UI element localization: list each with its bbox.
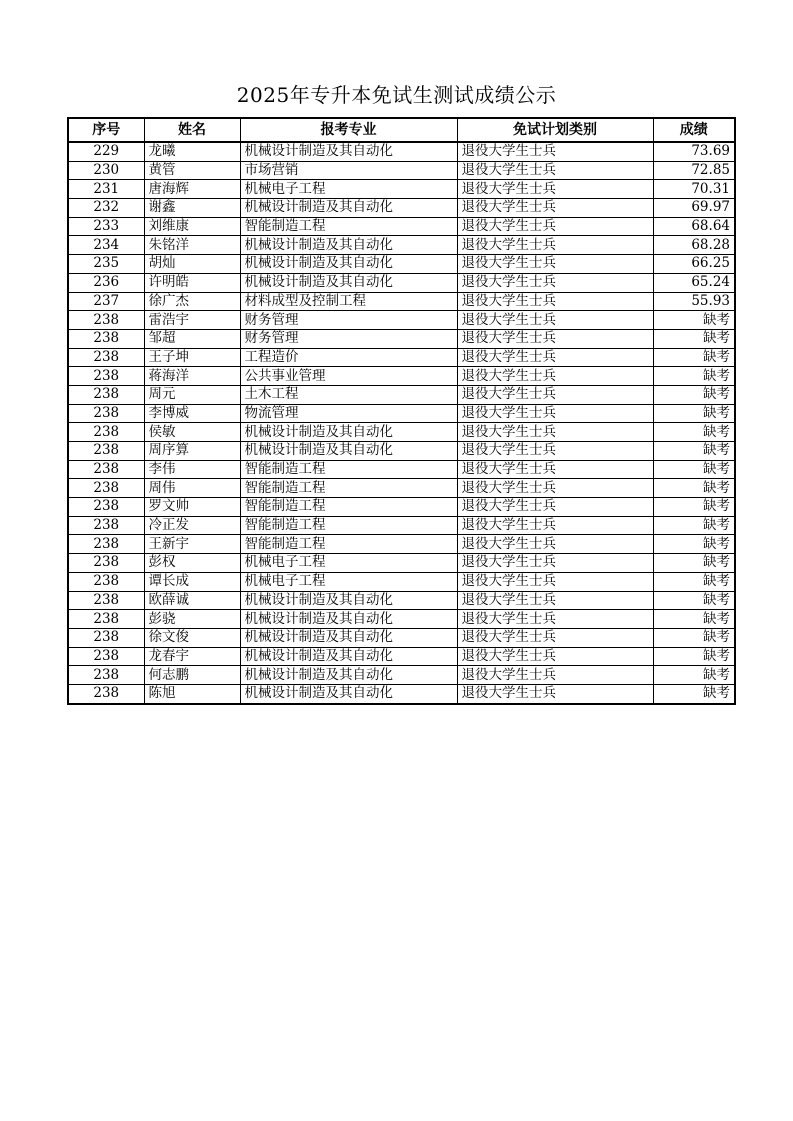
cell-name: 周伟 bbox=[144, 479, 240, 498]
cell-major: 物流管理 bbox=[240, 404, 457, 423]
cell-major: 机械设计制造及其自动化 bbox=[240, 255, 457, 274]
cell-major: 机械设计制造及其自动化 bbox=[240, 647, 457, 666]
cell-name: 欧薛诚 bbox=[144, 591, 240, 610]
cell-score: 65.24 bbox=[653, 273, 735, 292]
cell-no: 238 bbox=[68, 311, 144, 330]
cell-plan: 退役大学生士兵 bbox=[457, 236, 653, 255]
cell-plan: 退役大学生士兵 bbox=[457, 142, 653, 161]
table-row bbox=[68, 292, 735, 311]
cell-name: 陈旭 bbox=[144, 684, 240, 703]
cell-no: 232 bbox=[68, 199, 144, 218]
cell-name: 彭权 bbox=[144, 554, 240, 573]
cell-no: 238 bbox=[68, 479, 144, 498]
cell-name: 徐广杰 bbox=[144, 292, 240, 311]
cell-major: 智能制造工程 bbox=[240, 535, 457, 554]
cell-score: 缺考 bbox=[653, 385, 735, 404]
cell-major: 机械电子工程 bbox=[240, 554, 457, 573]
cell-major: 机械电子工程 bbox=[240, 180, 457, 199]
cell-score: 缺考 bbox=[653, 423, 735, 442]
table-row bbox=[68, 498, 735, 517]
cell-no: 238 bbox=[68, 442, 144, 461]
cell-name: 何志鹏 bbox=[144, 666, 240, 685]
cell-major: 智能制造工程 bbox=[240, 479, 457, 498]
table-row bbox=[68, 554, 735, 573]
cell-no: 238 bbox=[68, 684, 144, 703]
cell-major: 机械电子工程 bbox=[240, 572, 457, 591]
cell-no: 238 bbox=[68, 348, 144, 367]
cell-plan: 退役大学生士兵 bbox=[457, 180, 653, 199]
header-name: 姓名 bbox=[144, 118, 240, 142]
cell-major: 机械设计制造及其自动化 bbox=[240, 273, 457, 292]
table-row bbox=[68, 684, 735, 703]
cell-name: 彭骁 bbox=[144, 610, 240, 629]
table-row bbox=[68, 199, 735, 218]
cell-score: 缺考 bbox=[653, 666, 735, 685]
cell-major: 智能制造工程 bbox=[240, 217, 457, 236]
cell-score: 68.64 bbox=[653, 217, 735, 236]
cell-plan: 退役大学生士兵 bbox=[457, 367, 653, 386]
cell-no: 238 bbox=[68, 572, 144, 591]
cell-plan: 退役大学生士兵 bbox=[457, 647, 653, 666]
cell-no: 238 bbox=[68, 610, 144, 629]
table-row bbox=[68, 535, 735, 554]
page-title: 2025年专升本免试生测试成绩公示 bbox=[236, 83, 557, 107]
cell-no: 238 bbox=[68, 423, 144, 442]
cell-no: 238 bbox=[68, 385, 144, 404]
cell-no: 238 bbox=[68, 404, 144, 423]
cell-major: 机械设计制造及其自动化 bbox=[240, 236, 457, 255]
cell-plan: 退役大学生士兵 bbox=[457, 479, 653, 498]
cell-plan: 退役大学生士兵 bbox=[457, 348, 653, 367]
cell-plan: 退役大学生士兵 bbox=[457, 535, 653, 554]
cell-score: 缺考 bbox=[653, 367, 735, 386]
score-table bbox=[67, 117, 736, 705]
table-row bbox=[68, 591, 735, 610]
cell-name: 周序算 bbox=[144, 442, 240, 461]
cell-major: 机械设计制造及其自动化 bbox=[240, 628, 457, 647]
table-body bbox=[68, 142, 735, 704]
cell-score: 缺考 bbox=[653, 684, 735, 703]
cell-name: 龙曦 bbox=[144, 142, 240, 161]
table-row bbox=[68, 236, 735, 255]
cell-score: 70.31 bbox=[653, 180, 735, 199]
cell-no: 233 bbox=[68, 217, 144, 236]
table-row bbox=[68, 479, 735, 498]
cell-plan: 退役大学生士兵 bbox=[457, 554, 653, 573]
cell-plan: 退役大学生士兵 bbox=[457, 199, 653, 218]
cell-score: 68.28 bbox=[653, 236, 735, 255]
cell-no: 237 bbox=[68, 292, 144, 311]
cell-name: 雷浩宇 bbox=[144, 311, 240, 330]
cell-no: 238 bbox=[68, 628, 144, 647]
cell-no: 238 bbox=[68, 460, 144, 479]
cell-name: 黄管 bbox=[144, 161, 240, 180]
cell-name: 侯敏 bbox=[144, 423, 240, 442]
cell-major: 机械设计制造及其自动化 bbox=[240, 591, 457, 610]
header-score: 成绩 bbox=[653, 118, 735, 142]
cell-score: 缺考 bbox=[653, 647, 735, 666]
cell-no: 238 bbox=[68, 516, 144, 535]
table-row bbox=[68, 161, 735, 180]
cell-score: 缺考 bbox=[653, 535, 735, 554]
table-row bbox=[68, 460, 735, 479]
cell-no: 238 bbox=[68, 554, 144, 573]
cell-major: 财务管理 bbox=[240, 329, 457, 348]
cell-score: 缺考 bbox=[653, 479, 735, 498]
cell-major: 智能制造工程 bbox=[240, 460, 457, 479]
cell-name: 王子坤 bbox=[144, 348, 240, 367]
table-row bbox=[68, 666, 735, 685]
cell-no: 238 bbox=[68, 591, 144, 610]
cell-plan: 退役大学生士兵 bbox=[457, 591, 653, 610]
cell-major: 机械设计制造及其自动化 bbox=[240, 442, 457, 461]
cell-plan: 退役大学生士兵 bbox=[457, 404, 653, 423]
cell-score: 缺考 bbox=[653, 460, 735, 479]
table-row bbox=[68, 367, 735, 386]
cell-major: 市场营销 bbox=[240, 161, 457, 180]
cell-plan: 退役大学生士兵 bbox=[457, 516, 653, 535]
header-plan: 免试计划类别 bbox=[457, 118, 653, 142]
cell-no: 229 bbox=[68, 142, 144, 161]
table-row bbox=[68, 516, 735, 535]
cell-name: 胡灿 bbox=[144, 255, 240, 274]
cell-no: 236 bbox=[68, 273, 144, 292]
cell-no: 235 bbox=[68, 255, 144, 274]
cell-plan: 退役大学生士兵 bbox=[457, 684, 653, 703]
cell-score: 缺考 bbox=[653, 554, 735, 573]
cell-score: 66.25 bbox=[653, 255, 735, 274]
cell-major: 机械设计制造及其自动化 bbox=[240, 666, 457, 685]
cell-no: 230 bbox=[68, 161, 144, 180]
table-row bbox=[68, 404, 735, 423]
table-row bbox=[68, 329, 735, 348]
cell-score: 缺考 bbox=[653, 498, 735, 517]
table-row bbox=[68, 423, 735, 442]
cell-major: 材料成型及控制工程 bbox=[240, 292, 457, 311]
cell-score: 缺考 bbox=[653, 404, 735, 423]
cell-name: 蒋海洋 bbox=[144, 367, 240, 386]
cell-name: 罗文帅 bbox=[144, 498, 240, 517]
cell-name: 唐海辉 bbox=[144, 180, 240, 199]
table-row bbox=[68, 572, 735, 591]
cell-plan: 退役大学生士兵 bbox=[457, 255, 653, 274]
cell-name: 王新宇 bbox=[144, 535, 240, 554]
cell-plan: 退役大学生士兵 bbox=[457, 628, 653, 647]
cell-no: 238 bbox=[68, 367, 144, 386]
cell-name: 李伟 bbox=[144, 460, 240, 479]
cell-major: 公共事业管理 bbox=[240, 367, 457, 386]
cell-name: 谭长成 bbox=[144, 572, 240, 591]
cell-no: 238 bbox=[68, 666, 144, 685]
cell-name: 冷正发 bbox=[144, 516, 240, 535]
cell-name: 许明皓 bbox=[144, 273, 240, 292]
cell-major: 机械设计制造及其自动化 bbox=[240, 199, 457, 218]
table-row bbox=[68, 217, 735, 236]
cell-major: 机械设计制造及其自动化 bbox=[240, 610, 457, 629]
cell-major: 财务管理 bbox=[240, 311, 457, 330]
table-row bbox=[68, 348, 735, 367]
cell-score: 缺考 bbox=[653, 610, 735, 629]
cell-plan: 退役大学生士兵 bbox=[457, 666, 653, 685]
table-row bbox=[68, 273, 735, 292]
cell-no: 238 bbox=[68, 329, 144, 348]
table-row bbox=[68, 442, 735, 461]
cell-no: 238 bbox=[68, 647, 144, 666]
cell-name: 朱铭洋 bbox=[144, 236, 240, 255]
cell-no: 234 bbox=[68, 236, 144, 255]
cell-major: 智能制造工程 bbox=[240, 498, 457, 517]
cell-score: 缺考 bbox=[653, 442, 735, 461]
table-row bbox=[68, 180, 735, 199]
cell-score: 缺考 bbox=[653, 628, 735, 647]
cell-plan: 退役大学生士兵 bbox=[457, 423, 653, 442]
cell-plan: 退役大学生士兵 bbox=[457, 385, 653, 404]
cell-major: 工程造价 bbox=[240, 348, 457, 367]
cell-plan: 退役大学生士兵 bbox=[457, 442, 653, 461]
cell-score: 72.85 bbox=[653, 161, 735, 180]
cell-plan: 退役大学生士兵 bbox=[457, 161, 653, 180]
cell-score: 55.93 bbox=[653, 292, 735, 311]
table-row bbox=[68, 142, 735, 161]
cell-name: 李博威 bbox=[144, 404, 240, 423]
table-row bbox=[68, 255, 735, 274]
cell-name: 周元 bbox=[144, 385, 240, 404]
cell-score: 缺考 bbox=[653, 591, 735, 610]
cell-plan: 退役大学生士兵 bbox=[457, 329, 653, 348]
cell-name: 徐文俊 bbox=[144, 628, 240, 647]
cell-score: 73.69 bbox=[653, 142, 735, 161]
cell-plan: 退役大学生士兵 bbox=[457, 217, 653, 236]
cell-plan: 退役大学生士兵 bbox=[457, 273, 653, 292]
table-header-row bbox=[68, 118, 735, 142]
cell-plan: 退役大学生士兵 bbox=[457, 460, 653, 479]
cell-major: 智能制造工程 bbox=[240, 516, 457, 535]
cell-name: 邹超 bbox=[144, 329, 240, 348]
cell-score: 69.97 bbox=[653, 199, 735, 218]
cell-plan: 退役大学生士兵 bbox=[457, 311, 653, 330]
table-row bbox=[68, 610, 735, 629]
cell-major: 机械设计制造及其自动化 bbox=[240, 423, 457, 442]
table-row bbox=[68, 311, 735, 330]
cell-no: 231 bbox=[68, 180, 144, 199]
cell-plan: 退役大学生士兵 bbox=[457, 610, 653, 629]
cell-score: 缺考 bbox=[653, 516, 735, 535]
cell-score: 缺考 bbox=[653, 572, 735, 591]
cell-name: 刘维康 bbox=[144, 217, 240, 236]
cell-no: 238 bbox=[68, 498, 144, 517]
cell-no: 238 bbox=[68, 535, 144, 554]
cell-name: 谢鑫 bbox=[144, 199, 240, 218]
header-no: 序号 bbox=[68, 118, 144, 142]
cell-plan: 退役大学生士兵 bbox=[457, 292, 653, 311]
table-row bbox=[68, 647, 735, 666]
cell-score: 缺考 bbox=[653, 311, 735, 330]
cell-name: 龙春宇 bbox=[144, 647, 240, 666]
cell-major: 土木工程 bbox=[240, 385, 457, 404]
cell-score: 缺考 bbox=[653, 329, 735, 348]
cell-score: 缺考 bbox=[653, 348, 735, 367]
table-row bbox=[68, 385, 735, 404]
cell-plan: 退役大学生士兵 bbox=[457, 498, 653, 517]
cell-major: 机械设计制造及其自动化 bbox=[240, 684, 457, 703]
cell-major: 机械设计制造及其自动化 bbox=[240, 142, 457, 161]
table-row bbox=[68, 628, 735, 647]
header-major: 报考专业 bbox=[240, 118, 457, 142]
cell-plan: 退役大学生士兵 bbox=[457, 572, 653, 591]
